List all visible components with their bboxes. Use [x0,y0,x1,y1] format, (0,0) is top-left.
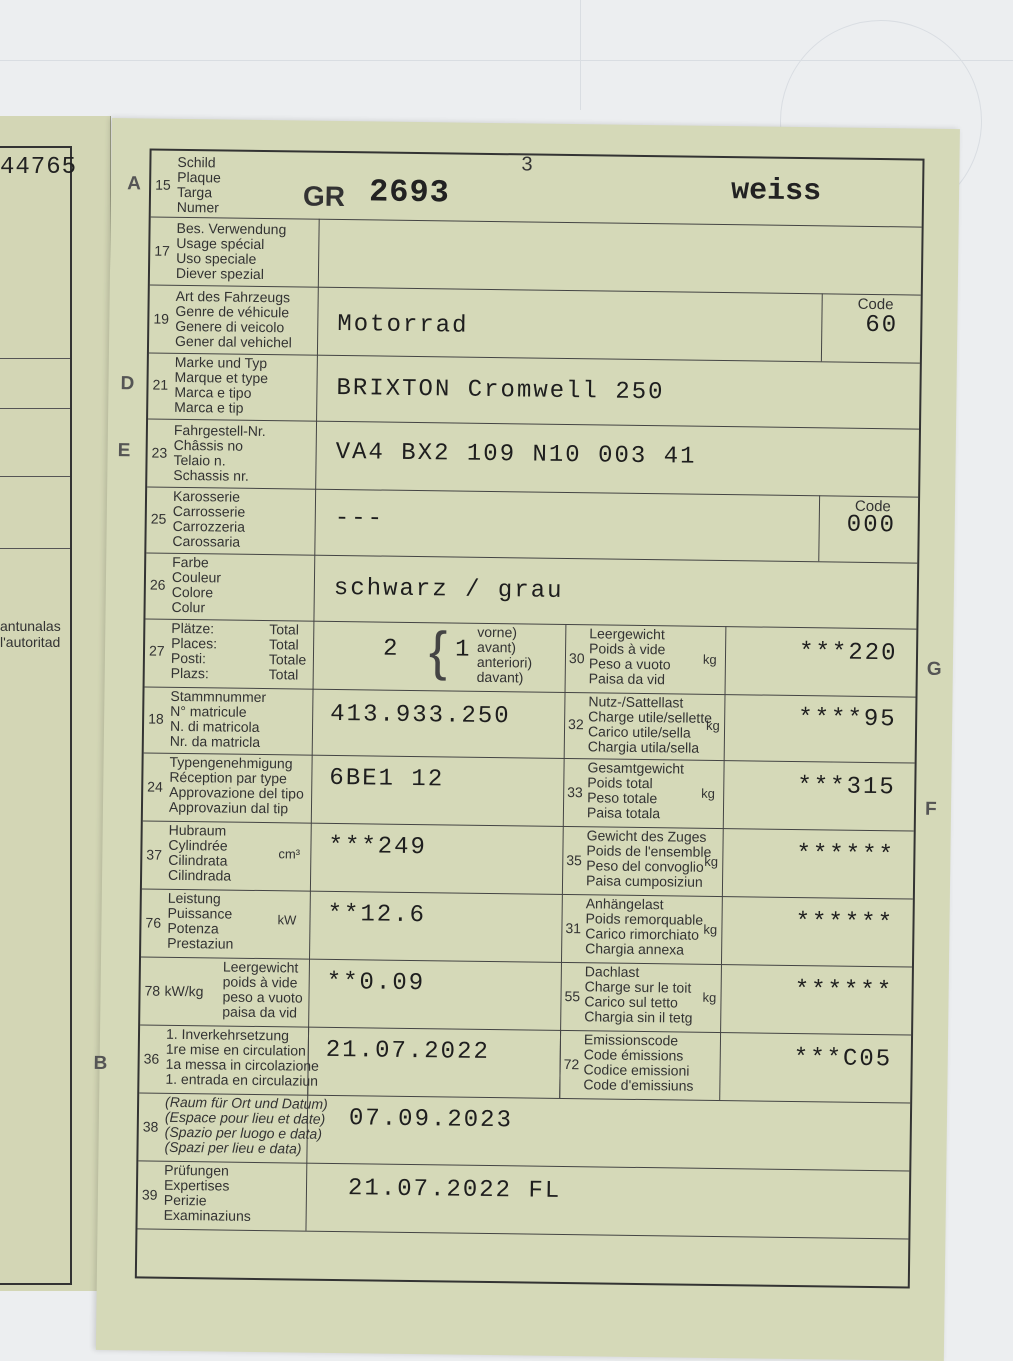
inspections-value: 21.07.2022 FL [347,1175,562,1205]
field-number: 26 [149,576,166,593]
first-registration-label [165,1027,319,1089]
field-number: 23 [151,444,168,461]
label-line: Gesamtgewicht [587,759,685,777]
label-line: Expertises [163,1176,230,1194]
color-value: schwarz / grau [333,574,564,605]
label-line: Code émissions [583,1046,684,1064]
label-line: Karosserie [172,487,241,505]
left-divider [0,548,70,549]
field-number: 37 [146,846,163,863]
label-line: Dachlast [584,963,640,980]
label-line: Numer [176,198,219,216]
label-line: 1. entrada en circulaziun [165,1070,319,1089]
field-number: 78 [144,982,161,999]
label-line: N. di matricola [169,717,260,735]
unit-label: kW [277,912,297,928]
label-line: Carico rimorchiato [585,925,700,943]
field-number: 18 [148,710,164,727]
label-line: (Espace pour lieu et date) [164,1108,326,1127]
label-line: Approvaziun dal tip [168,798,289,817]
label-line: Chargia sin il tetg [584,1008,693,1026]
displacement-label [168,823,232,884]
label-line: Carrosserie [172,502,246,520]
body-code: 000 [846,511,897,540]
desk-line [580,0,581,110]
label-line: avant) [477,638,517,656]
side-letter-e: E [117,440,131,462]
label-line: Art des Fahrzeugs [175,287,291,306]
displacement-value: ***249 [328,832,428,862]
label-line: Prestaziun [167,934,234,952]
field-number: 36 [143,1050,160,1067]
label-line: Gewicht des Zuges [586,827,707,845]
field-number: 30 [568,650,585,667]
label-line: Usage spécial [176,234,265,253]
registration-page [93,118,960,1361]
color-label [172,555,222,616]
emission-code-value: ***C05 [793,1045,893,1074]
label-line: Peso totale [587,789,658,807]
trailer-load-value: ****** [795,909,895,938]
label-line: Schassis nr. [173,466,249,484]
field-number: 35 [566,852,583,869]
field-number: 38 [142,1118,159,1135]
field-number: 31 [565,920,582,937]
special-use-label [176,221,287,282]
label-line: Prüfungen [164,1161,229,1179]
side-letter-g: G [926,658,942,680]
label-line: Anhängelast [585,895,664,913]
trailer-load-label [585,896,703,958]
label-line: Poids de l'ensemble [586,842,712,860]
label-line: Colur [171,598,206,616]
roof-load-value: ****** [794,977,894,1006]
label-line: Total [268,666,299,683]
label-line: Uso speciale [176,249,257,267]
label-line: Puissance [167,904,233,922]
label-line: Approvazione del tipo [169,783,304,802]
label-line: Colore [171,583,214,601]
label-line: Marque et type [174,368,269,387]
label-line: Totale [268,651,307,668]
label-line: poids à vide [222,973,298,991]
inspections-label [164,1163,252,1224]
field-number: 55 [564,987,581,1005]
row-divider [138,1160,909,1171]
label-line: Emissionscode [583,1031,679,1049]
field-number: 17 [154,242,170,259]
label-line: Carrozzeria [172,517,246,535]
label-line: peso a vuoto [222,988,303,1006]
label-line: Potenza [167,919,219,937]
payload-value: ****95 [798,705,897,734]
label-line: (Spazi per lieu e data) [164,1138,302,1157]
field-number: 32 [568,716,584,733]
label-line: Places: [171,634,218,652]
power-weight-label [222,960,303,1021]
field-number: 24 [147,778,163,795]
side-letter-a: A [127,173,142,195]
field-number: 15 [155,176,171,193]
code-label: Code [857,295,894,314]
seats-label [171,621,218,682]
label-line: Couleur [171,568,222,586]
side-letter-f: F [924,798,937,820]
field-number: 21 [152,376,169,393]
body-label [172,489,245,550]
row-divider [146,552,917,563]
train-weight-value: ****** [796,841,896,870]
code-label: Code [854,497,891,516]
row-divider [143,820,914,831]
seats-front-value: 1 [454,636,472,664]
unit-label: kg [701,785,716,801]
field-number: 39 [141,1186,158,1203]
label-line: Examinaziuns [163,1206,251,1224]
matriculation-value: 413.933.250 [330,700,511,731]
left-divider [0,476,70,477]
label-line: Carico utile/sella [587,723,691,741]
left-divider [0,358,70,359]
left-page-number: 44765 [0,154,78,181]
unit-label: kW/kg [164,982,204,1000]
label-line: davant) [476,668,524,686]
chassis-value: VA4 BX2 109 N10 003 41 [335,438,697,471]
side-letter-b: B [93,1052,108,1075]
plate-label [177,155,221,216]
label-line: Cylindrée [168,836,228,854]
vehicle-type-value: Motorrad [337,310,469,340]
label-line: Stammnummer [170,687,267,706]
unit-label: kg [704,853,719,869]
brace-icon: { [428,621,448,682]
label-line: Peso del convoglio [586,857,704,875]
label-line: Codice emissioni [583,1061,690,1079]
emission-code-label [583,1032,694,1093]
label-line: 1re mise en circulation [165,1040,306,1059]
unit-label: cm³ [278,846,301,862]
vehicle-type-label [175,289,293,351]
side-letter-d: D [120,373,135,395]
label-line: Schild [177,153,216,171]
label-line: Genere di veicolo [175,317,285,336]
label-line: Leergewicht [589,625,665,643]
registration-form [135,148,925,1288]
label-line: Poids à vide [588,640,666,658]
label-line: Cilindrata [168,851,228,869]
place-date-value: 07.09.2023 [348,1105,514,1135]
power-weight-value: **0.09 [326,968,426,998]
label-line: Typengenehmigung [169,753,293,772]
page-number: 3 [521,153,533,176]
code-divider [818,495,820,561]
place-date-label [164,1095,327,1157]
plate-number: 2693 [368,173,451,212]
label-line: Targa [176,183,213,201]
payload-label [588,694,713,756]
left-divider [0,408,70,409]
label-line: Poids remorquable [585,910,704,928]
label-line: Leistung [167,889,221,907]
label-line: Peso a vuoto [588,655,671,673]
label-line: (Raum für Ort und Datum) [165,1093,328,1112]
unit-label: kg [702,651,717,667]
field-number: 76 [145,914,162,931]
label-line: Charge utile/sellette [588,708,713,726]
label-line: Marca e tip [174,398,244,416]
first-registration-value: 21.07.2022 [325,1036,491,1067]
label-line: Nutz-/Sattellast [588,693,684,711]
make-model-value: BRIXTON Cromwell 250 [336,374,665,407]
row-divider [147,486,918,497]
label-line: Marca e tipo [174,383,252,401]
label-line: Diever spezial [175,264,265,283]
total-weight-label [587,760,684,821]
label-line: Paisa da vid [588,670,666,688]
label-line: Leergewicht [222,958,299,976]
label-line: vorne) [477,623,518,641]
left-page-frame [0,146,72,1285]
label-line: Total [269,621,300,638]
section-divider [719,626,726,1100]
seats-total-label [269,622,307,682]
label-line: Charge sur le toit [584,978,692,996]
label-line: Nr. da matricla [169,732,261,750]
vehicle-type-code: 60 [865,311,899,340]
power-value: **12.6 [327,900,427,930]
section-divider [559,1030,561,1098]
left-page-text [0,618,61,650]
empty-weight-value: ***220 [798,639,898,668]
plate-prefix: GR [302,180,346,213]
power-label [167,891,234,952]
left-page-text-line: antunalas [0,618,61,634]
code-divider [821,293,823,361]
label-line: Perizie [163,1191,207,1209]
label-line: Paisa totala [586,804,661,822]
label-line: Posti: [170,649,207,667]
label-line: Plätze: [171,619,215,637]
label-line: Marke und Typ [174,353,268,372]
unit-label: kg [702,989,717,1005]
plate-color: weiss [730,174,822,210]
left-page-text-line: l'autoritad [0,634,61,650]
type-approval-value: 6BE1 12 [329,764,445,794]
label-line: paisa da vid [222,1003,298,1021]
label-line: (Spazio per luogo e data) [164,1123,323,1142]
label-line: Total [269,636,299,653]
make-model-label [174,355,268,416]
label-line: Telaio n. [173,451,226,469]
label-line: Plaque [177,168,221,186]
label-line: Cilindrada [167,866,232,884]
field-number: 72 [563,1055,580,1073]
field-number: 25 [150,510,167,527]
field-number: 19 [153,310,170,327]
label-line: Châssis no [173,436,244,454]
label-line: Code d'emissiuns [583,1076,694,1094]
label-line: Paisa cumposiziun [585,872,703,890]
label-line: 1a messa in circolazione [165,1055,320,1074]
field-number: 33 [567,784,583,801]
label-line: Hubraum [168,821,227,839]
label-line: N° matricule [170,702,247,720]
label-line: Genre de véhicule [175,302,290,321]
label-line: Réception par type [169,768,288,787]
label-line: Plazs: [170,664,209,682]
field-number: 27 [148,642,165,659]
label-line: Chargia utila/sella [587,738,700,756]
label-line: Bes. Verwendung [176,219,287,238]
row-divider [142,888,913,899]
roof-load-label [584,964,693,1025]
matriculation-label [170,689,266,750]
unit-label: kg [703,921,718,937]
label-line: Poids total [587,774,653,792]
unit-label: kg [706,717,720,734]
chassis-label [173,423,266,484]
train-weight-label [586,828,712,890]
empty-weight-label [589,626,672,687]
body-value: --- [334,504,385,533]
label-line: anteriori) [476,653,533,671]
label-line: Carico sul tetto [584,993,678,1011]
label-line: Carossaria [172,532,241,550]
left-page [0,116,111,1291]
label-line: 1. Inverkehrsetzung [165,1025,290,1044]
seats-total-value: 2 [382,635,400,663]
row-divider [137,1228,908,1239]
label-line: Chargia annexa [585,940,685,958]
type-approval-label [169,755,304,817]
label-line: Farbe [172,553,209,571]
total-weight-value: ***315 [797,773,896,802]
label-line: Fahrgestell-Nr. [173,421,266,440]
label-line: Gener dal vehichel [174,332,292,351]
seats-front-label [477,625,533,686]
